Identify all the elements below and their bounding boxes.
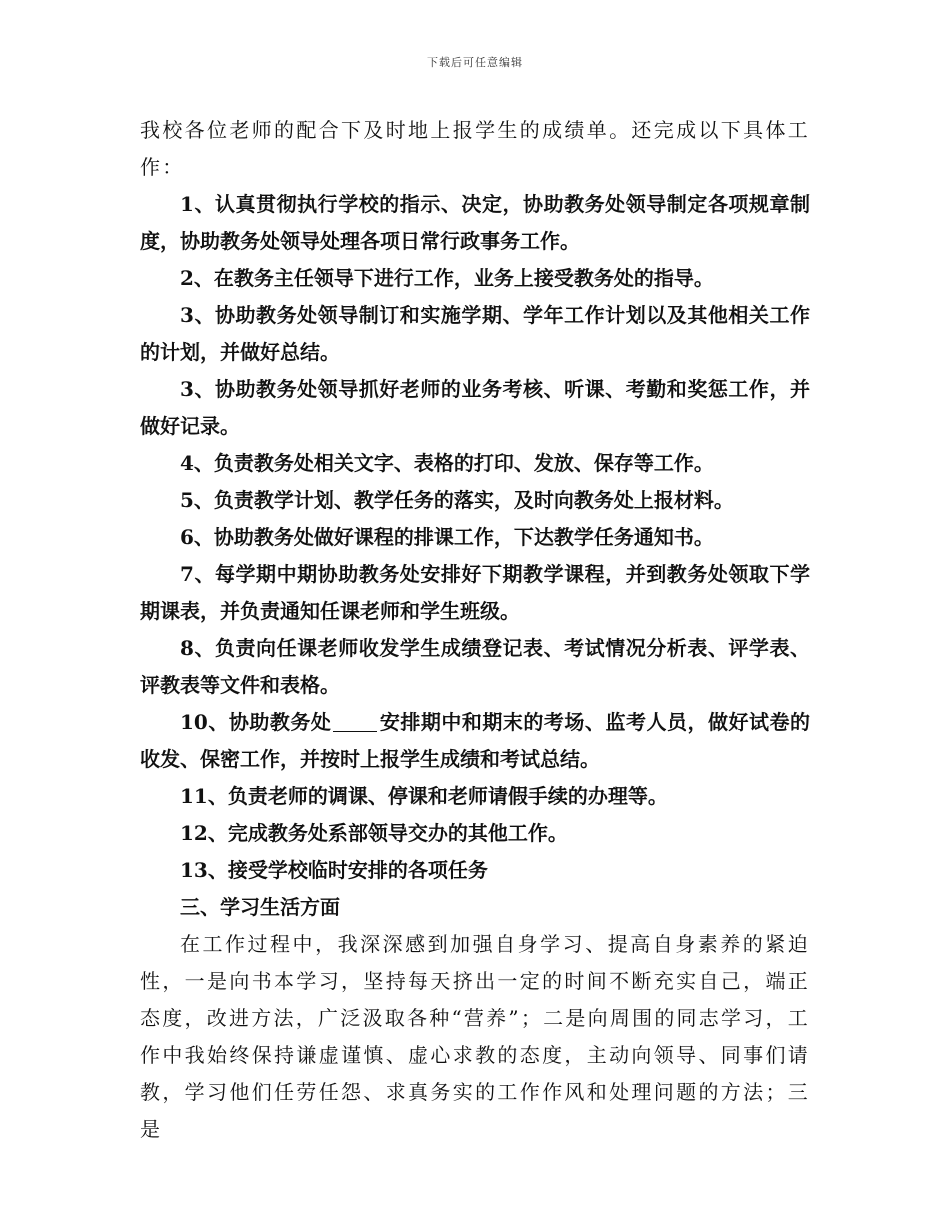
duty-item-2: 2、在教务主任领导下进行工作，业务上接受教务处的指导。 xyxy=(180,266,714,290)
duty-item-13: 13、接受学校临时安排的各项任务 xyxy=(180,858,488,882)
duty-item-7: 7、每学期中期协助教务处安排好下期教学课程，并到教务处领取下学期课表，并负责通知任课老师和学生班级。 xyxy=(140,562,810,623)
section-heading: 三、学习生活方面 xyxy=(180,895,340,919)
intro-paragraph: 我校各位老师的配合下及时地上报学生的成绩单。还完成以下具体工作： xyxy=(140,118,810,179)
duty-item-3b: 3、协助教务处领导抓好老师的业务考核、听课、考勤和奖惩工作，并做好记录。 xyxy=(140,377,810,438)
duty-item-5: 5、负责教学计划、教学任务的落实，及时向教务处上报材料。 xyxy=(180,488,734,512)
duty-item-11: 11、负责老师的调课、停课和老师请假手续的办理等。 xyxy=(180,784,668,808)
duty-item-8: 8、负责向任课老师收发学生成绩登记表、考试情况分析表、评学表、评教表等文件和表格。 xyxy=(140,636,810,697)
duty-item-6: 6、协助教务处做好课程的排课工作，下达教学任务通知书。 xyxy=(180,525,714,549)
duty-item-10 xyxy=(140,704,810,778)
duty-item-12: 12、完成教务处系部领导交办的其他工作。 xyxy=(180,821,568,845)
duty-item-10-start: 10、协助教务处 xyxy=(180,710,332,734)
header-note: 下载后可任意编辑 xyxy=(427,56,523,69)
duty-item-4: 4、负责教务处相关文字、表格的打印、发放、保存等工作。 xyxy=(180,451,714,475)
closing-paragraph: 在工作过程中，我深深感到加强自身学习、提高自身素养的紧迫性，一是向书本学习，坚持每天挤出一定的时间不断充实自己，端正态度，改进方法，广泛汲取各种“营养”；二是向周围的同志学习，工作中我始终保持谦虚谨慎、虚心求教的态度，主动向领导、同事们请教，学习他们任劳任怨、求真务实的工作作风和处理问题的方法；三是 xyxy=(140,932,810,1141)
document-body xyxy=(140,112,810,1148)
duty-item-3a: 3、协助教务处领导制订和实施学期、学年工作计划以及其他相关工作的计划，并做好总结。 xyxy=(140,303,810,364)
fill-in-blank xyxy=(333,711,377,732)
duty-item-10-end: 安排期中和期末的考场、监考人员，做好试卷的收发、保密工作，并按时上报学生成绩和考试总结。 xyxy=(140,710,810,771)
duty-item-1: 1、认真贯彻执行学校的指示、决定，协助教务处领导制定各项规章制度，协助教务处领导处理各项日常行政事务工作。 xyxy=(140,192,810,253)
